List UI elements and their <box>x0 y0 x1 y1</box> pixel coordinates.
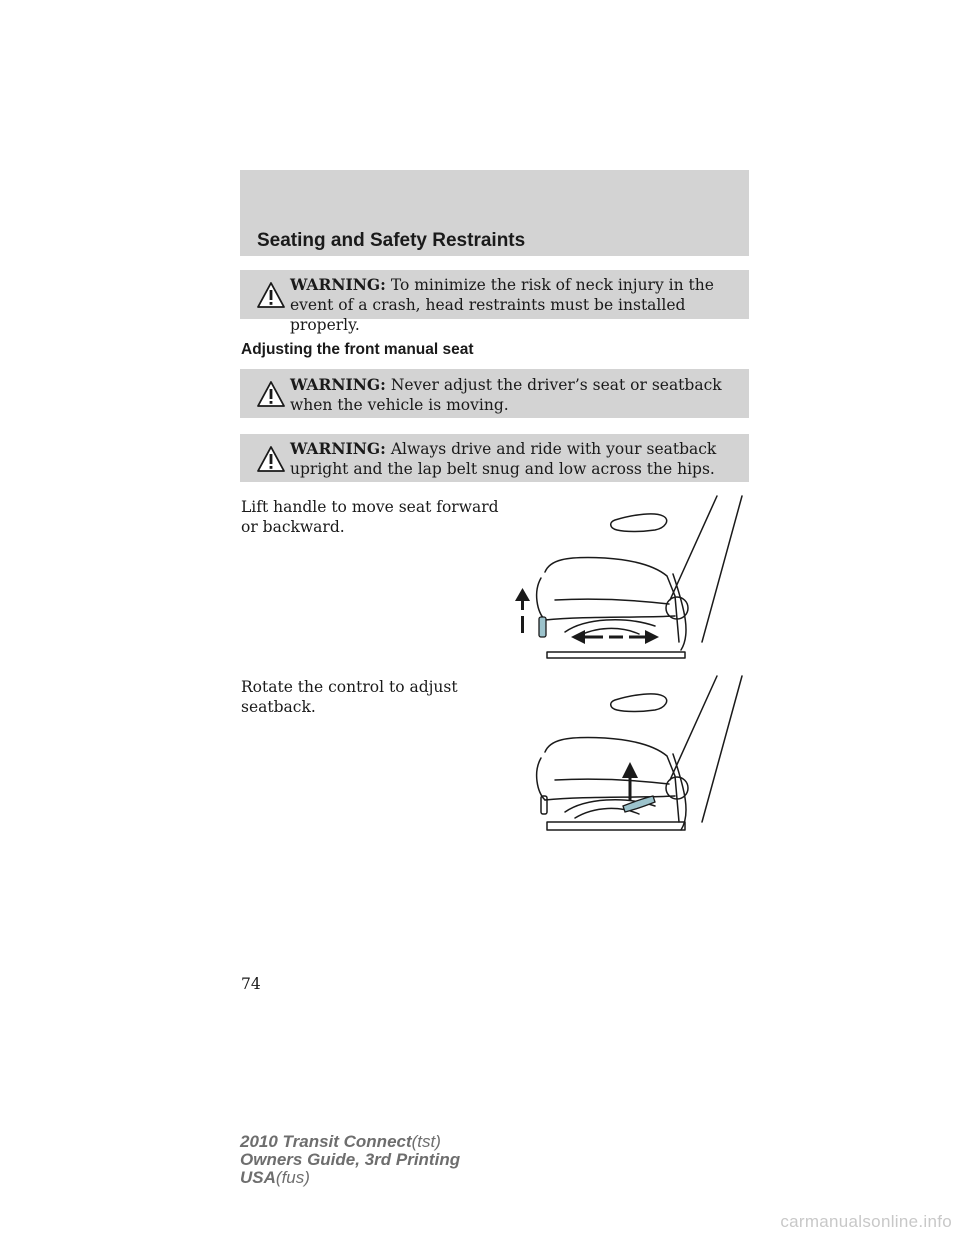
warning-text <box>290 439 743 479</box>
footer-model-tag: (tst) <box>411 1132 441 1151</box>
watermark: carmanualsonline.info <box>780 1212 952 1231</box>
warning-body: Never adjust the driver’s seat or seatback when the vehicle is moving. <box>290 376 722 414</box>
warning-triangle-icon <box>256 445 286 473</box>
section-title: Seating and Safety Restraints <box>257 230 526 251</box>
footer-line-2: Owners Guide, 3rd Printing <box>240 1150 461 1169</box>
warning-box <box>240 270 749 334</box>
warning-label: WARNING: <box>290 439 386 458</box>
warning-box <box>240 369 749 418</box>
seatback-recline-illustration <box>505 672 745 844</box>
warning-body: To minimize the risk of neck injury in the event of a crash, head restraints must be installed properly. <box>290 276 714 334</box>
warning-text <box>290 375 743 415</box>
instruction-text: Rotate the control to adjust seatback. <box>241 678 458 716</box>
warning-text <box>290 275 743 335</box>
warning-label: WARNING: <box>290 275 386 294</box>
subheading: Adjusting the front manual seat <box>241 341 474 358</box>
footer-line-3 <box>240 1169 460 1187</box>
warning-triangle-icon <box>256 380 286 408</box>
footer-model: 2010 Transit Connect <box>240 1132 412 1151</box>
page-number: 74 <box>241 975 261 993</box>
warning-box <box>240 434 749 482</box>
footer <box>240 1133 460 1187</box>
warning-triangle-icon <box>256 281 286 309</box>
warning-body: Always drive and ride with your seatback upright and the lap belt snug and low across the hips. <box>290 440 717 478</box>
seat-forward-backward-illustration <box>505 492 745 664</box>
footer-region-tag: (fus) <box>275 1168 310 1187</box>
warning-label: WARNING: <box>290 375 386 394</box>
footer-line-1 <box>240 1133 460 1151</box>
footer-region: USA <box>240 1168 276 1187</box>
instruction-text: Lift handle to move seat forward or backward. <box>241 498 499 536</box>
